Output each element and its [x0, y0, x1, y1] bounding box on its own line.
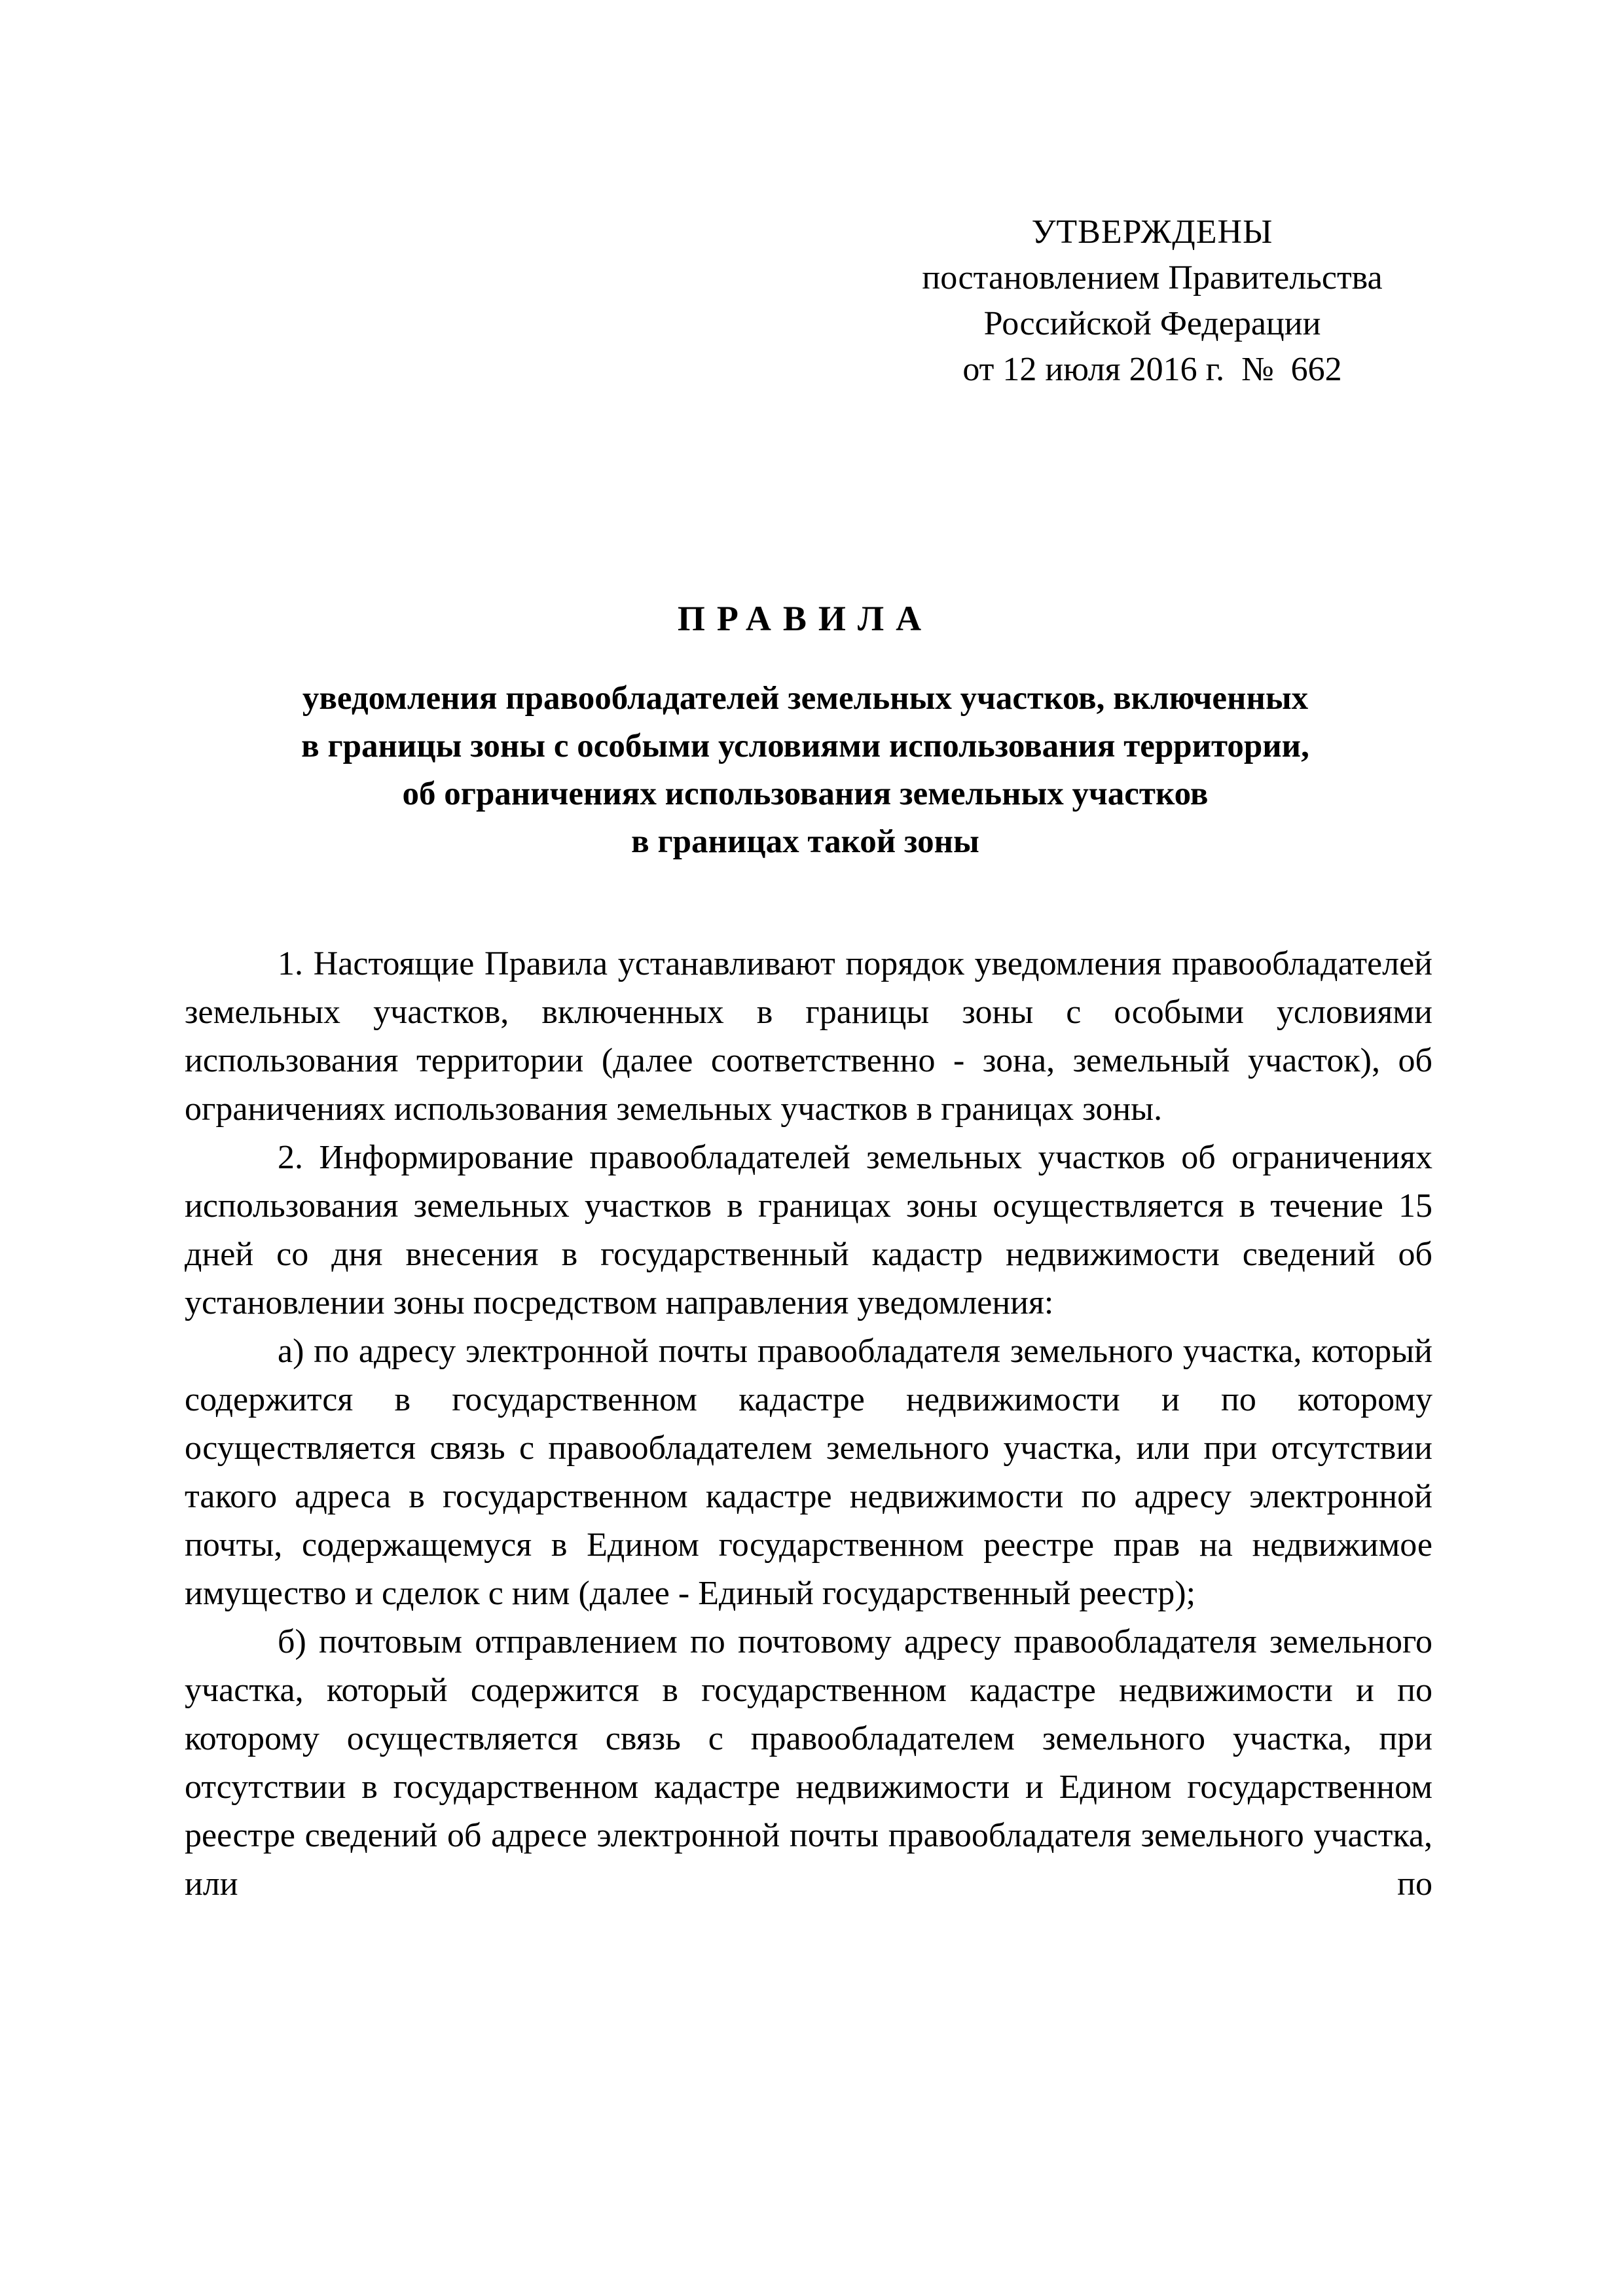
subtitle-line-4: в границах такой зоны: [631, 823, 979, 860]
approval-status: УТВЕРЖДЕНЫ: [1031, 213, 1273, 251]
title-block: [151, 592, 1460, 866]
document-body: [185, 940, 1432, 1909]
approval-date-number: от 12 июля 2016 г. № 662: [962, 351, 1342, 388]
approval-authority: постановлением Правительства: [922, 259, 1383, 296]
paragraph-1: 1. Настоящие Правила устанавливают порядок уведомления правообладателей земельных участков, включенных в границы зоны с особыми условиями использования территории (далее соответственно - зона, земельный участок), об ограничениях использования земельных участков в границах зоны.: [185, 945, 1432, 1128]
subtitle-line-1: уведомления правообладателей земельных участков, включенных: [302, 680, 1309, 717]
paragraph-2b: б) почтовым отправлением по почтовому адресу правообладателя земельного участка, который содержится в государственном кадастре недвижимости и по которому осуществляется связь с правообладателем земельного участка, при отсутствии в государственном кадастре недвижимости и Едином государственном реестре сведений об адресе электронной почты правообладателя земельного участка, или по: [185, 1623, 1432, 1903]
subtitle-line-3: об ограничениях использования земельных участков: [402, 776, 1209, 812]
document-title: ПРАВИЛА: [677, 599, 934, 638]
subtitle-line-2: в границы зоны с особыми условиями использования территории,: [301, 728, 1309, 764]
paragraph-2a: а) по адресу электронной почты правообладателя земельного участка, который содержится в государственном кадастре недвижимости и по которому осуществляется связь с правообладателем земельного участка, или при отсутствии такого адреса в государственном кадастре недвижимости по адресу электронной почты, содержащемуся в Едином государственном реестре прав на недвижимое имущество и сделок с ним (далее - Единый государственный реестр);: [185, 1333, 1432, 1612]
approval-country: Российской Федерации: [983, 305, 1321, 342]
approval-block: [871, 209, 1434, 393]
paragraph-2: 2. Информирование правообладателей земельных участков об ограничениях использования земельных участков в границах зоны осуществляется в течение 15 дней со дня внесения в государственный кадастр недвижимости сведений об установлении зоны посредством направления уведомления:: [185, 1139, 1432, 1321]
